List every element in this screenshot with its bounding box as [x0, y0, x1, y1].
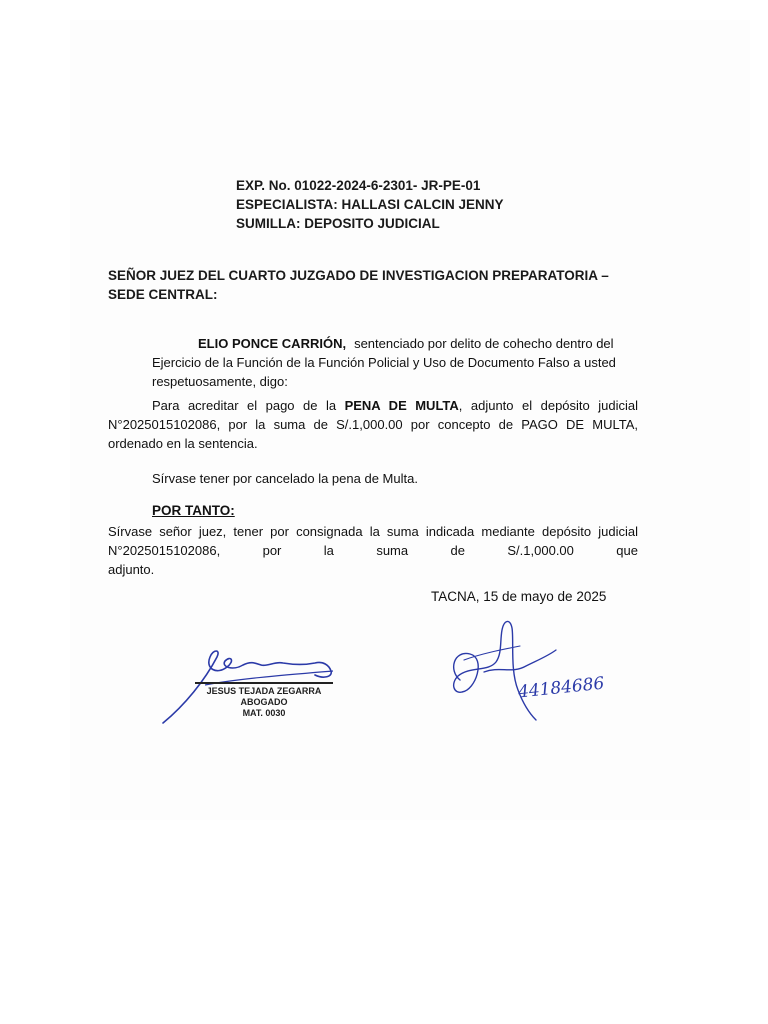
client-signature	[440, 610, 570, 730]
intro-text: sentenciado por delito de cohecho dentro del Ejercicio de la Función de la Función Policial y Uso de Documento Falso a usted respetuosamente, digo:	[152, 336, 616, 389]
case-number: EXP. No. 01022-2024-6-2301- JR-PE-01	[236, 178, 481, 193]
stamp-rule	[195, 682, 333, 684]
cancel-request: Sírvase tener por cancelado la pena de Multa.	[152, 471, 418, 486]
payment-paragraph	[108, 396, 638, 453]
lawyer-stamp	[195, 682, 333, 719]
addressee: SEÑOR JUEZ DEL CUARTO JUZGADO DE INVESTIGACION PREPARATORIA – SEDE CENTRAL:	[108, 268, 609, 302]
por-tanto-text: Sírvase señor juez, tener por consignada la suma indicada mediante depósito judicial N°2025015102086, por la suma de S/.1,000.00 que	[108, 524, 638, 558]
payment-text-end: , adjunto el depósito judicial N°2025015102086, por la suma de S/.1,000.00 por concepto de PAGO DE MULTA, ordenado en la sentencia.	[108, 398, 638, 451]
por-tanto-last-line: adjunto.	[108, 562, 155, 577]
client-id-number: 44184686	[517, 673, 606, 703]
summary: SUMILLA: DEPOSITO JUDICIAL	[236, 216, 440, 231]
payment-text-start: Para acreditar el pago de la	[152, 398, 345, 413]
por-tanto-heading: POR TANTO:	[152, 503, 235, 518]
lawyer-registration: MAT. 0030	[242, 708, 286, 718]
lawyer-name: JESUS TEJADA ZEGARRA	[206, 686, 322, 696]
case-header	[236, 176, 504, 233]
lawyer-title: ABOGADO	[240, 697, 288, 707]
fine-label: PENA DE MULTA	[344, 398, 459, 413]
date-line: TACNA, 15 de mayo de 2025	[431, 589, 607, 604]
intro-paragraph	[152, 334, 642, 391]
specialist: ESPECIALISTA: HALLASI CALCIN JENNY	[236, 197, 504, 212]
por-tanto-paragraph	[108, 522, 638, 579]
petitioner-name: ELIO PONCE CARRIÓN,	[198, 336, 347, 351]
